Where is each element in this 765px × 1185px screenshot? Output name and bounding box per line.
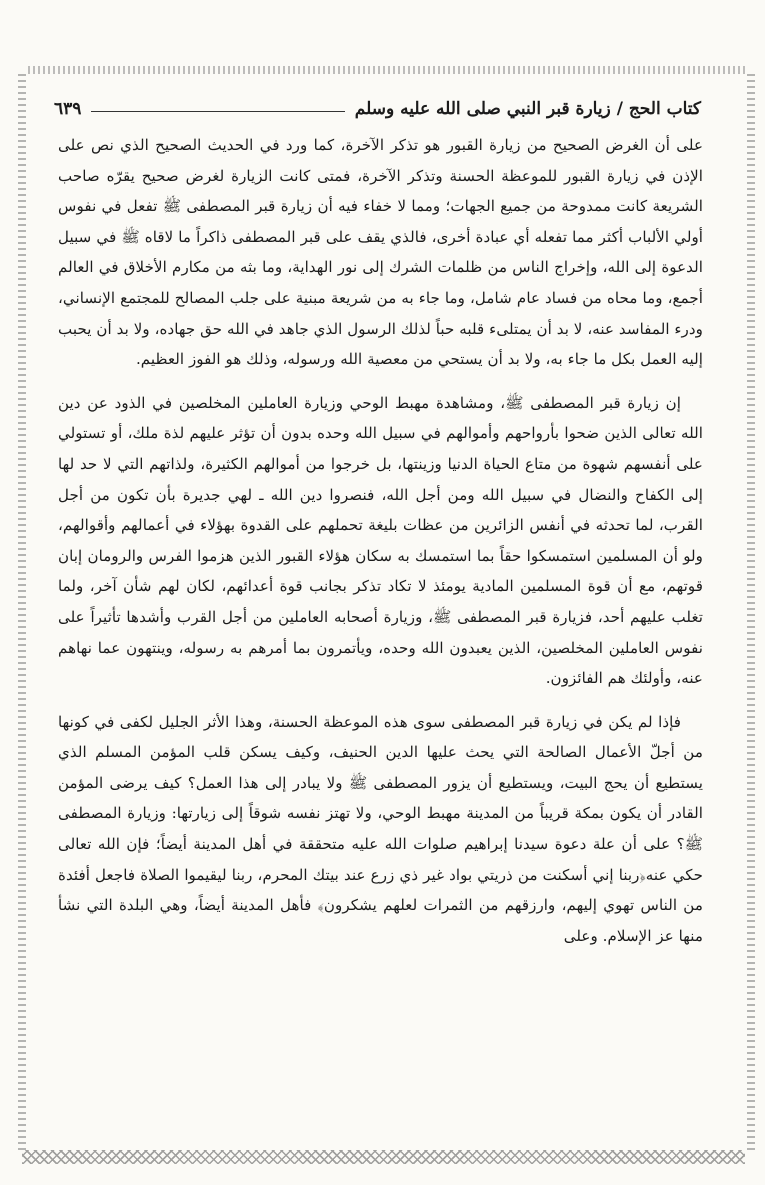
paragraph-1-text: على أن الغرض الصحيح من زيارة القبور هو تذكر الآخرة، كما ورد في الحديث الصحيح الذي نص على الإذن في زيارة القبور للموعظة الحسنة وتذكر الآخرة، فمتى كانت الزيارة لغرض صحيح يقرّه صاحب الشريعة كانت ممدوحة من جميع الجهات؛ ومما لا خفاء فيه أن زيارة قبر المصطفى ﷺ تفعل في نفوس أولي الألباب أكثر مما تفعله أي عبادة أخرى، فالذي يقف على قبر المصطفى ذاكراً ما لاقاه ﷺ في سبيل الدعوة إلى الله، وإخراج الناس من ظلمات الشرك إلى نور الهداية، وما بثه من مكارم الأخلاق في العالم أجمع، وما محاه من فساد عام شامل، وما جاء به من شريعة مبنية على جلب المصالح للمجتمع الإنساني، ودرء المفاسد عنه، لا بد أن يمتلىء قلبه حباً لذلك الرسول الذي جاهد في الله حق جهاده، ولا بد أن يحبب إليه العمل بكل ما جاء به، ولا بد أن يستحي من معصية الله ورسوله، وذلك هو الفوز العظيم. xyxy=(58,136,704,369)
page-number: ٦٣٩ xyxy=(54,99,82,119)
header-row xyxy=(54,99,701,119)
top-ornament-border xyxy=(28,66,747,74)
paragraph-2-text: إن زيارة قبر المصطفى ﷺ، ومشاهدة مهبط الوحي وزيارة العاملين المخلصين في الذود عن دين الله تعالى الذين ضحوا بأرواحهم وأموالهم في سبيل الله وحده بدون أن تؤثر عليهم لذة ملك، أو تستولي على أنفسهم شهوة من متاع الحياة الدنيا وزينتها، بل خرجوا من أموالهم الكثيرة، ولذاتهم التي لا حد لها إلى الكفاح والنضال في سبيل الله ومن أجل الله، فنصروا دين الله ـ لهي جديرة بأن تكون من أجل القرب، لما تحدثه في أنفس الزائرين من عظات بليغة تحملهم على القدوة بهؤلاء في أعمالهم وأقوالهم، ولو أن المسلمين استمسكوا حقاً بما استمسك به سكان هؤلاء القبور الذين هزموا الفرس والرومان إبان قوتهم، مع أن قوة المسلمين المادية يومئذ لا تكاد تذكر بجانب قوة أعدائهم، لكان لهم شأن آخر، ولما تغلب عليهم أحد، فزيارة قبر المصطفى ﷺ، وزيارة أصحابه العاملين من أجل القرب وأشدها تأثيراً على نفوس العاملين المخلصين، الذين يعبدون الله وحده، ويأتمرون بما أمرهم به رسوله، وينتهون عما نهاهم عنه، وأولئك هم الفائزون. xyxy=(58,393,703,688)
right-ornament-border xyxy=(747,74,755,1150)
paragraph-2 xyxy=(58,388,703,694)
page-header xyxy=(54,94,701,124)
bottom-ornament-border xyxy=(22,1150,745,1164)
running-title: كتاب الحج / زيارة قبر النبي صلى الله عليه وسلم xyxy=(354,99,701,119)
paragraph-3 xyxy=(58,707,703,952)
body-text xyxy=(58,130,703,951)
header-rule xyxy=(91,111,344,112)
paragraph-3-text: فإذا لم يكن في زيارة قبر المصطفى سوى هذه الموعظة الحسنة، وهذا الأثر الجليل لكفى في كونها من أجلّ الأعمال الصالحة التي يحث عليها الدين الحنيف، وكيف يسكن قلب المؤمن المسلم الذي يستطيع أن يحج البيت، ويستطيع أن يزور المصطفى ﷺ ولا يبادر إلى هذا العمل؟ كيف يرضى المؤمن القادر أن يكون بمكة قريباً من المدينة مهبط الوحي، ولا تهتز نفسه شوقاً إلى زيارتها: وزيارة المصطفى ﷺ؟ على أن علة دعوة سيدنا إبراهيم صلوات الله عليه متحققة في أهل المدينة أيضاً؛ فإن الله تعالى حكي عنه﴿ربنا إني أسكنت من ذريتي بواد غير ذي زرع عند بيتك المحرم، ربنا ليقيموا الصلاة فاجعل أفئدة من الناس تهوي إليهم، وارزقهم من الثمرات لعلهم يشكرون﴾ فأهل المدينة أيضاً، وهي البلدة التي نشأ منها عز الإسلام. وعلى xyxy=(58,712,703,945)
left-ornament-border xyxy=(18,74,26,1150)
paragraph-1 xyxy=(58,130,703,375)
